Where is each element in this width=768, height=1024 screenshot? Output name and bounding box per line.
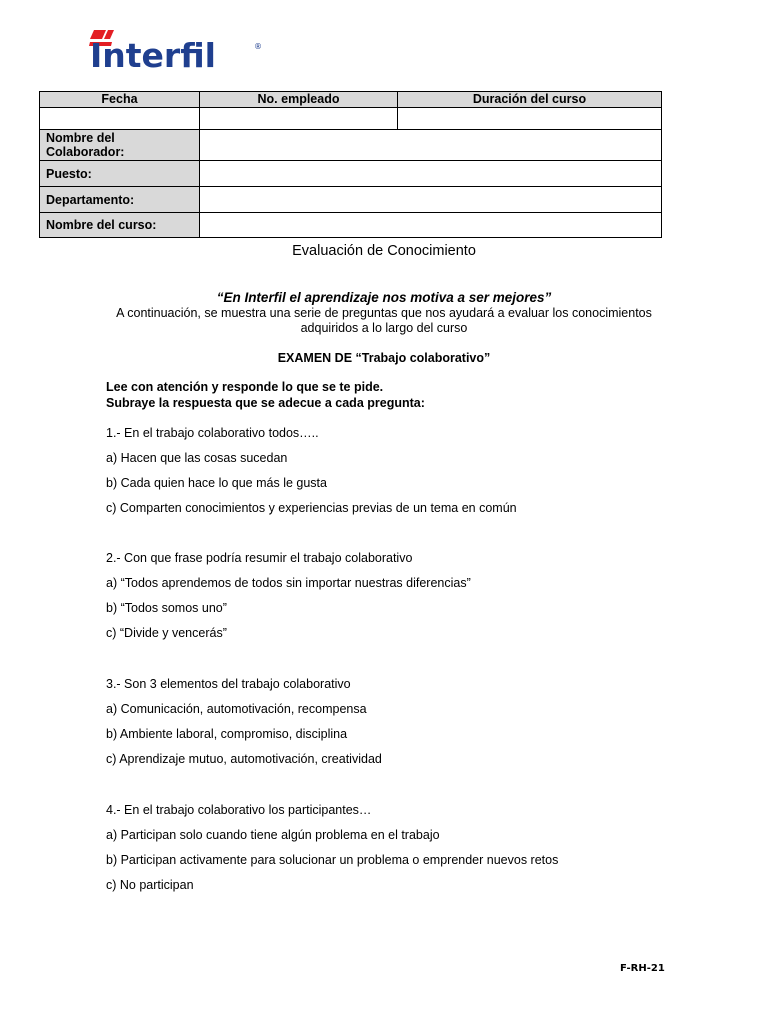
question-text: 2.- Con que frase podría resumir el trabajo colaborativo [106,551,413,565]
table-row [40,213,662,238]
answer-option[interactable]: a) “Todos aprendemos de todos sin importar nuestras diferencias” [106,576,471,590]
table-row [40,187,662,213]
question-3 [106,672,382,772]
duracion-field[interactable] [398,108,662,130]
answer-option[interactable]: b) Ambiente laboral, compromiso, disciplina [106,727,348,741]
answer-option[interactable]: a) Participan solo cuando tiene algún problema en el trabajo [106,828,440,842]
question-text: 3.- Son 3 elementos del trabajo colaborativo [106,677,351,691]
answer-option[interactable]: a) Comunicación, automotivación, recompensa [106,702,367,716]
answer-option[interactable]: b) Cada quien hace lo que más le gusta [106,476,327,490]
interfil-logo-mark [88,27,268,71]
interfil-logo [88,27,268,71]
fecha-field[interactable] [40,108,200,130]
nombre-colaborador-label: Nombre del Colaborador: [40,130,200,161]
table-row [40,161,662,187]
answer-option[interactable]: c) No participan [106,878,194,892]
departamento-field[interactable] [200,187,662,213]
answer-option[interactable]: c) Comparten conocimientos y experiencias previas de un tema en común [106,501,517,515]
answer-option[interactable]: a) Hacen que las cosas sucedan [106,451,288,465]
puesto-field[interactable] [200,161,662,187]
answer-option[interactable]: c) “Divide y vencerás” [106,626,227,640]
question-2 [106,546,471,646]
form-code: F-RH-21 [620,963,665,974]
departamento-label: Departamento: [40,187,200,213]
instruction-line: Lee con atención y responde lo que se te pide. [106,380,384,394]
instructions [106,379,425,411]
puesto-label: Puesto: [40,161,200,187]
answer-option[interactable]: b) Participan activamente para solucionar un problema o emprender nuevos retos [106,853,559,867]
table-header-row [40,92,662,108]
table-row [40,108,662,130]
nombre-curso-label: Nombre del curso: [40,213,200,238]
question-1 [106,421,517,521]
header-duracion: Duración del curso [398,92,662,108]
answer-option[interactable]: b) “Todos somos uno” [106,601,227,615]
question-text: 1.- En el trabajo colaborativo todos….. [106,426,319,440]
header-fecha: Fecha [40,92,200,108]
svg-text:®: ® [254,42,262,51]
answer-option[interactable]: c) Aprendizaje mutuo, automotivación, creatividad [106,752,382,766]
question-4 [106,798,558,898]
table-row [40,130,662,161]
motto: “En Interfil el aprendizaje nos motiva a ser mejores” [216,290,552,305]
logo-wordmark: Interfil [90,36,216,71]
exam-title: EXAMEN DE “Trabajo colaborativo” [277,351,491,365]
nombre-colaborador-field[interactable] [200,130,662,161]
nombre-curso-field[interactable] [200,213,662,238]
header-no-empleado: No. empleado [200,92,398,108]
no-empleado-field[interactable] [200,108,398,130]
page-title: Evaluación de Conocimiento [292,243,476,259]
instruction-line: Subraye la respuesta que se adecue a cada pregunta: [106,396,425,410]
question-text: 4.- En el trabajo colaborativo los participantes… [106,803,372,817]
employee-info-table [39,91,662,238]
intro-text: A continuación, se muestra una serie de preguntas que nos ayudará a evaluar los conocimientos adquiridos a lo largo del curso [116,306,652,335]
